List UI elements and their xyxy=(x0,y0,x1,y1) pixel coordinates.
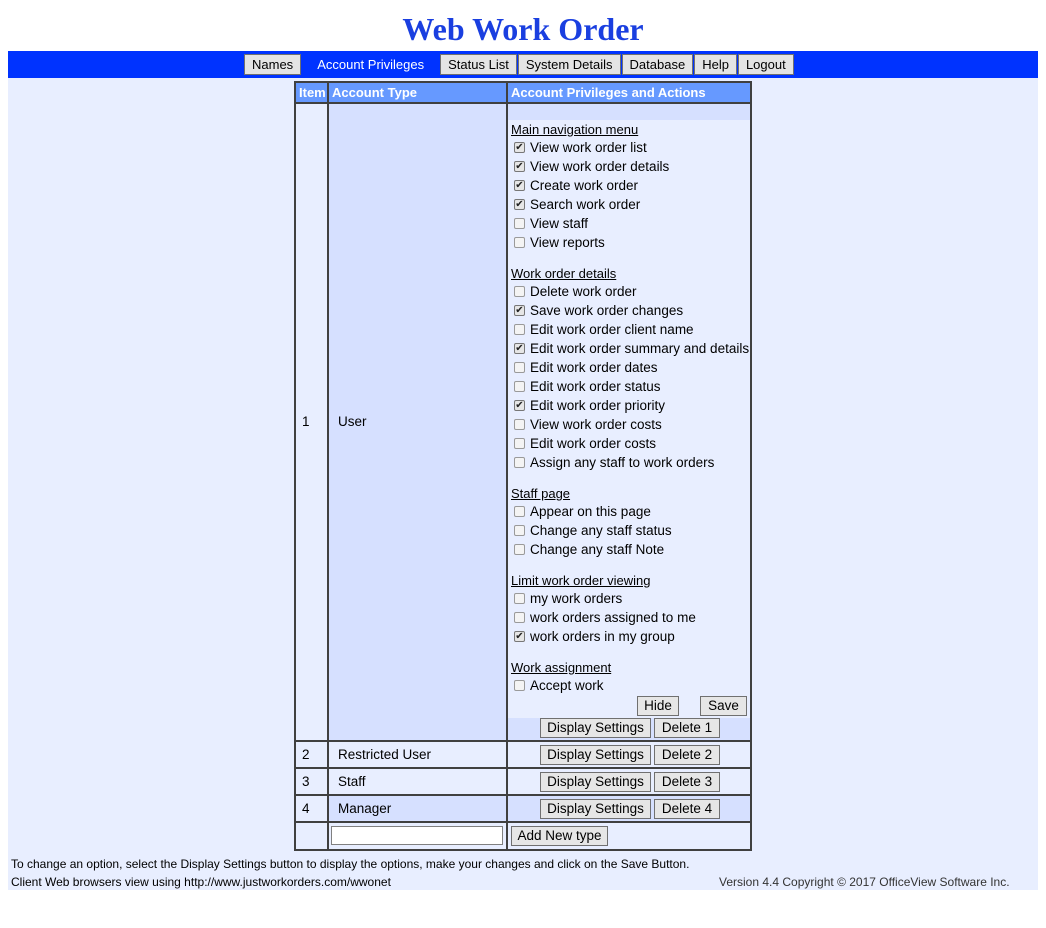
checkbox[interactable]: ✔ xyxy=(515,304,524,316)
page-title: Web Work Order xyxy=(402,11,644,47)
privilege-view-costs[interactable] xyxy=(514,415,662,434)
header-account-type: Account Type xyxy=(329,83,506,102)
privilege-change-staff-note[interactable] xyxy=(514,540,664,559)
checkbox[interactable] xyxy=(514,438,525,449)
checkbox[interactable]: ✔ xyxy=(515,399,524,411)
nav-names[interactable]: Names xyxy=(244,54,301,75)
checkbox-label: Assign any staff to work orders xyxy=(530,455,715,470)
privilege-edit-summary-details[interactable] xyxy=(514,339,749,358)
new-type-input[interactable] xyxy=(331,826,503,845)
row-4-item-cell xyxy=(296,796,327,821)
instructions-text: To change an option, select the Display Settings button to display the options, make your changes and click on the Save Button. xyxy=(11,857,690,871)
checkbox[interactable] xyxy=(514,544,525,555)
section-main-navigation: Main navigation menu xyxy=(511,122,639,137)
checkbox-label: View work order costs xyxy=(530,417,662,432)
row-3-item: 3 xyxy=(302,774,310,789)
delete-button-4[interactable]: Delete 4 xyxy=(654,799,720,819)
checkbox[interactable] xyxy=(514,506,525,517)
checkbox-label: my work orders xyxy=(530,591,623,606)
checkbox[interactable]: ✔ xyxy=(515,179,524,191)
client-url-text: Client Web browsers view using http://www.justworkorders.com/wwonet xyxy=(11,875,391,889)
nav-menu xyxy=(244,54,795,75)
checkbox-label: Create work order xyxy=(530,178,639,193)
nav-help[interactable]: Help xyxy=(694,54,737,75)
nav-logout[interactable]: Logout xyxy=(738,54,794,75)
checkbox[interactable] xyxy=(514,218,525,229)
checkbox[interactable]: ✔ xyxy=(515,160,524,172)
checkbox[interactable] xyxy=(514,362,525,373)
privilege-delete-work-order[interactable] xyxy=(514,282,637,301)
save-button[interactable]: Save xyxy=(700,696,747,716)
checkbox[interactable] xyxy=(514,237,525,248)
display-settings-button-4[interactable]: Display Settings xyxy=(540,799,651,819)
checkbox-label: View reports xyxy=(530,235,605,250)
privilege-view-reports[interactable] xyxy=(514,233,605,252)
privilege-edit-costs[interactable] xyxy=(514,434,656,453)
checkbox-label: work orders assigned to me xyxy=(530,610,696,625)
section-staff-page: Staff page xyxy=(511,486,571,501)
privilege-assigned-to-me[interactable] xyxy=(514,608,696,627)
privilege-edit-dates[interactable] xyxy=(514,358,658,377)
privilege-edit-client-name[interactable] xyxy=(514,320,694,339)
checkbox[interactable]: ✔ xyxy=(515,141,524,153)
row-1-item-cell xyxy=(296,104,327,740)
privilege-edit-priority[interactable] xyxy=(514,396,665,415)
checkbox[interactable] xyxy=(514,381,525,392)
checkbox-label: View staff xyxy=(530,216,589,231)
checkbox-label: work orders in my group xyxy=(530,629,675,644)
section-limit-viewing: Limit work order viewing xyxy=(511,573,651,588)
row-4-account-type: Manager xyxy=(338,801,392,816)
privilege-assign-staff[interactable] xyxy=(514,453,714,472)
row-2-item: 2 xyxy=(302,747,310,762)
section-work-assignment: Work assignment xyxy=(511,660,612,675)
row-3-account-type: Staff xyxy=(338,774,366,789)
checkbox[interactable] xyxy=(514,680,525,691)
privilege-search-work-order[interactable] xyxy=(514,195,640,214)
checkbox[interactable]: ✔ xyxy=(515,342,524,354)
row-3-item-cell xyxy=(296,769,327,794)
nav-database[interactable]: Database xyxy=(622,54,694,75)
privilege-edit-status[interactable] xyxy=(514,377,661,396)
checkbox-label: View work order list xyxy=(530,140,647,155)
checkbox-label: Edit work order dates xyxy=(530,360,658,375)
row-4-item: 4 xyxy=(302,801,310,816)
checkbox[interactable] xyxy=(514,457,525,468)
checkbox-label: Accept work xyxy=(530,678,604,693)
privilege-view-work-order-details[interactable] xyxy=(514,157,669,176)
checkbox[interactable] xyxy=(514,593,525,604)
row-1-account-type: User xyxy=(338,414,367,429)
section-work-order-details: Work order details xyxy=(511,266,617,281)
checkbox[interactable] xyxy=(514,286,525,297)
checkbox-label: Edit work order summary and details xyxy=(530,341,750,356)
row-1-item: 1 xyxy=(302,414,310,429)
checkbox-label: Edit work order status xyxy=(530,379,661,394)
privilege-change-staff-status[interactable] xyxy=(514,521,672,540)
display-settings-button-3[interactable]: Display Settings xyxy=(540,772,651,792)
hide-button[interactable]: Hide xyxy=(637,696,679,716)
display-settings-button-2[interactable]: Display Settings xyxy=(540,745,651,765)
checkbox-label: Change any staff status xyxy=(530,523,672,538)
header-privileges: Account Privileges and Actions xyxy=(508,83,750,102)
options-top-strip xyxy=(508,104,750,120)
delete-button-3[interactable]: Delete 3 xyxy=(654,772,720,792)
checkbox-label: View work order details xyxy=(530,159,670,174)
privilege-create-work-order[interactable] xyxy=(514,176,638,195)
delete-button-1[interactable]: Delete 1 xyxy=(654,718,720,738)
privilege-appear-on-page[interactable] xyxy=(514,502,651,521)
checkbox[interactable]: ✔ xyxy=(515,198,524,210)
checkbox[interactable] xyxy=(514,324,525,335)
add-new-type-button[interactable]: Add New type xyxy=(511,826,608,846)
privilege-accept-work[interactable] xyxy=(514,676,604,695)
delete-button-2[interactable]: Delete 2 xyxy=(654,745,720,765)
nav-status-list[interactable]: Status List xyxy=(440,54,517,75)
checkbox-label: Delete work order xyxy=(530,284,637,299)
nav-system-details[interactable]: System Details xyxy=(518,54,621,75)
new-row-item-cell xyxy=(296,823,327,849)
header-item: Item xyxy=(296,83,327,102)
checkbox[interactable] xyxy=(514,612,525,623)
privilege-view-work-order-list[interactable] xyxy=(514,138,647,157)
checkbox-label: Edit work order priority xyxy=(530,398,666,413)
checkbox-label: Edit work order costs xyxy=(530,436,657,451)
privilege-my-work-orders[interactable] xyxy=(514,589,622,608)
checkbox-label: Save work order changes xyxy=(530,303,684,318)
nav-account-privileges[interactable]: Account Privileges xyxy=(302,54,439,75)
checkbox[interactable]: ✔ xyxy=(515,630,524,642)
checkbox-label: Appear on this page xyxy=(530,504,651,519)
privilege-in-my-group[interactable] xyxy=(514,627,675,646)
display-settings-button-1[interactable]: Display Settings xyxy=(540,718,651,738)
row-2-item-cell xyxy=(296,742,327,767)
checkbox-label: Change any staff Note xyxy=(530,542,665,557)
checkbox-label: Search work order xyxy=(530,197,641,212)
row-2-account-type: Restricted User xyxy=(338,747,432,762)
version-copyright: Version 4.4 Copyright © 2017 OfficeView Software Inc. xyxy=(719,875,1010,889)
checkbox[interactable] xyxy=(514,525,525,536)
privilege-view-staff[interactable] xyxy=(514,214,588,233)
checkbox[interactable] xyxy=(514,419,525,430)
checkbox-label: Edit work order client name xyxy=(530,322,694,337)
privilege-save-work-order-changes[interactable] xyxy=(514,301,683,320)
